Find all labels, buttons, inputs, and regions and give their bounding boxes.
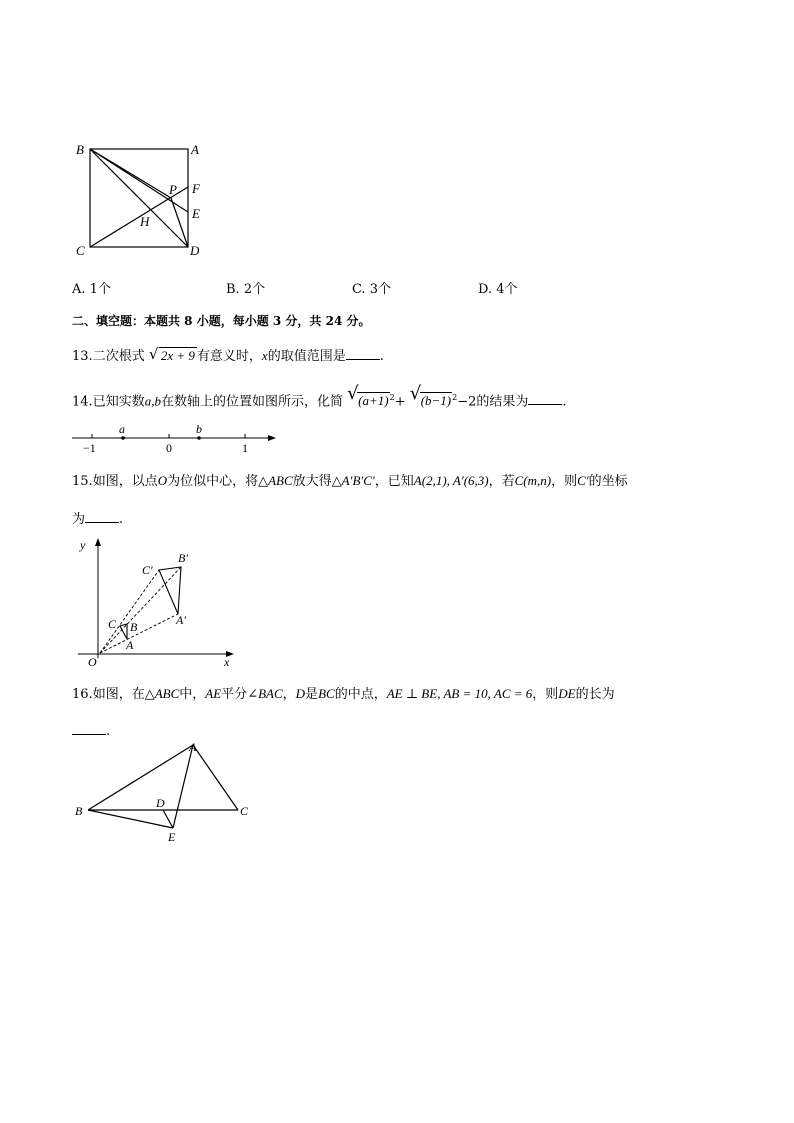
q15-answer-blank[interactable] [85, 510, 119, 523]
label-P: P [169, 182, 177, 197]
label-A: A [126, 638, 134, 652]
option-c: C. 3个 [352, 282, 392, 297]
homothety-figure [78, 532, 248, 672]
q14-minus2: −2 [457, 394, 477, 410]
line-PD [171, 198, 188, 247]
q15-coordC: C(m,n) [514, 473, 552, 488]
q16-text-h: 的长为 [575, 687, 615, 702]
line-DE [163, 810, 173, 828]
q15-coordA: A(2,1), A′(6,3) [413, 473, 489, 488]
q15-end: . [119, 512, 124, 527]
axis-x-label: x [224, 655, 230, 669]
q16-AE: AE [205, 686, 222, 701]
label-B: B [130, 620, 138, 634]
q16-BC: BC [318, 686, 335, 701]
square-figure [70, 138, 220, 260]
q15-O: O [157, 473, 168, 488]
q14-text-a: 已知实数 [92, 394, 145, 410]
q15-Cp: C′ [577, 473, 589, 488]
q13-var: x [261, 348, 268, 363]
q16-text-e: 是 [305, 687, 319, 702]
q14-exp1: 2 [389, 393, 395, 402]
q13-text-c: 的取值范围是 [267, 349, 346, 364]
question-15 [72, 473, 628, 490]
label-H: H [140, 214, 150, 229]
point-b-label: b [196, 422, 202, 436]
radical-sign-icon: √ [347, 383, 359, 404]
option-d: D. 4个 [478, 282, 518, 297]
option-a: A. 1个 [72, 282, 111, 297]
q15-text-a: 如图，以点 [92, 474, 158, 489]
q14-plus: + [394, 394, 406, 410]
point-b [197, 436, 201, 440]
label-Ap: A′ [176, 613, 186, 627]
q14-expr1: (a+1) [358, 393, 389, 409]
radical-sign-icon: √ [409, 383, 422, 404]
q14-radical-1 [347, 383, 395, 410]
line-BE [88, 810, 173, 828]
label-C: C [240, 804, 249, 818]
q13-radical [148, 345, 197, 365]
tick-label-1: 1 [242, 441, 248, 455]
q15-text-g: 的坐标 [588, 474, 628, 489]
line-AE [173, 745, 193, 828]
q14-number: 14. [72, 394, 93, 410]
radical-sign-icon: √ [148, 345, 159, 363]
q13-radicand: 2x + 9 [160, 348, 195, 363]
q15-text-e: ，若 [488, 474, 515, 489]
arrow-up-icon [95, 538, 101, 546]
q16-text-d: ， [282, 687, 296, 702]
q14-text-b: 在数轴上的位置如图所示，化简 [160, 394, 343, 410]
q16-D: D [295, 686, 306, 701]
q16-cond: AE ⊥ BE, AB = 10, AC = 6 [386, 686, 533, 701]
dash-O-Bp [100, 567, 181, 653]
section-title: 二、填空题：本题共 8 小题，每小题 3 分，共 24 分。 [72, 314, 371, 328]
label-Cp: C′ [142, 563, 153, 577]
q15-text-d: ，已知 [374, 474, 414, 489]
q15-tri2: △A′B′C′ [331, 473, 375, 488]
q13-end: . [379, 349, 384, 364]
q13-text-b: 有意义时， [196, 349, 262, 364]
axis-y-label: y [80, 538, 86, 552]
side-AC [193, 745, 238, 810]
label-E: E [192, 206, 200, 221]
label-A: A [189, 740, 197, 754]
origin-label: O [88, 655, 97, 669]
q16-end: . [106, 724, 111, 739]
label-E: E [168, 830, 176, 844]
tick-label-0: 0 [166, 441, 172, 455]
triangle-ABC [120, 624, 127, 639]
line-BP [90, 149, 171, 198]
q13-number: 13. [72, 349, 93, 364]
q14-exp2: 2 [452, 393, 458, 402]
q16-angle: ∠BAC [247, 686, 283, 701]
number-line [70, 420, 280, 458]
label-A: A [191, 142, 199, 157]
q14-vars: a,b [144, 393, 161, 409]
q16-number: 16. [72, 687, 93, 702]
q16-text-a: 如图，在 [92, 687, 145, 702]
q14-radical-2 [409, 383, 458, 410]
arrow-right-icon [268, 435, 276, 441]
question-14 [72, 383, 567, 410]
triangle-figure [70, 735, 260, 845]
q14-end: . [562, 394, 567, 410]
q15-text-c: 放大得 [292, 474, 332, 489]
q14-text-c: 的结果为 [476, 394, 529, 410]
q16-tri: △ABC [144, 686, 180, 701]
question-15-line2 [72, 510, 123, 528]
label-D: D [156, 796, 165, 810]
point-a [121, 436, 125, 440]
diagonal-BD [90, 149, 188, 247]
tick-label-neg1: −1 [83, 441, 96, 455]
side-AB [88, 745, 193, 810]
point-a-label: a [119, 422, 125, 436]
label-C: C [108, 617, 117, 631]
label-F: F [192, 181, 200, 196]
label-B: B [76, 142, 84, 157]
triangle-ApBpCp [159, 567, 181, 614]
label-Bp: B′ [178, 551, 188, 565]
q16-text-b: 中， [179, 687, 206, 702]
q16-text-g: ，则 [532, 687, 559, 702]
option-b: B. 2个 [226, 282, 266, 297]
q15-text-b: 为位似中心，将 [167, 474, 259, 489]
q14-expr2: (b−1) [420, 393, 452, 409]
q15-line2: 为 [72, 512, 86, 527]
q16-text-c: 平分 [221, 687, 248, 702]
label-B: B [75, 804, 83, 818]
q16-answer-blank[interactable] [72, 722, 106, 735]
q16-DE: DE [558, 686, 576, 701]
question-16 [72, 686, 615, 703]
q14-answer-blank[interactable] [528, 392, 562, 405]
q15-number: 15. [72, 474, 93, 489]
q13-text-a: 二次根式 [92, 349, 145, 364]
question-13 [72, 347, 384, 365]
q15-text-f: ，则 [551, 474, 578, 489]
label-D: D [190, 243, 200, 258]
q16-text-f: 的中点， [334, 687, 387, 702]
q15-tri1: △ABC [258, 473, 293, 488]
q13-answer-blank[interactable] [346, 347, 380, 360]
label-C: C [76, 243, 85, 258]
